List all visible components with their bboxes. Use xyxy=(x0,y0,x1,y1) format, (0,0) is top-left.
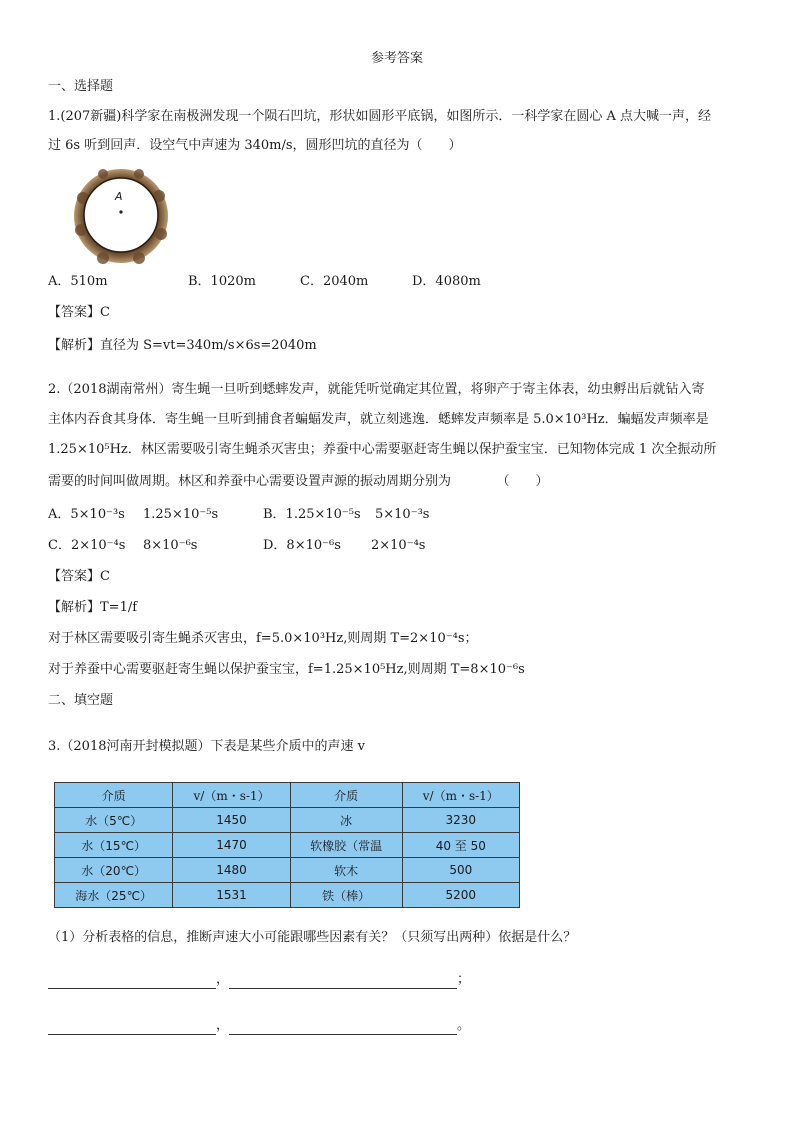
table-cell: 水（5℃） xyxy=(55,808,173,833)
q3-intro: 3.（2018河南开封模拟题）下表是某些介质中的声速 v xyxy=(48,739,365,754)
q2-analysis: 【解析】T=1/f xyxy=(48,600,138,615)
q1-answer: 【答案】C xyxy=(48,305,110,320)
answer-blank-row-2 xyxy=(48,1017,470,1035)
q1-text-line2: 过 6s 听到回声．设空气中声速为 340m/s，圆形凹坑的直径为（ ） xyxy=(48,138,462,153)
table-cell: 5200 xyxy=(402,883,519,908)
answer-blank[interactable] xyxy=(48,1020,216,1035)
table-cell: 1480 xyxy=(173,858,290,883)
q2-option-c2: 8×10⁻⁶s xyxy=(143,538,198,553)
table-cell: 1450 xyxy=(173,808,290,833)
answer-blank[interactable] xyxy=(229,974,457,989)
q2-option-a2: 1.25×10⁻⁵s xyxy=(143,507,219,522)
table-row xyxy=(55,833,520,858)
q2-answer: 【答案】C xyxy=(48,569,110,584)
table-cell: 水（15℃） xyxy=(55,833,173,858)
q1-options xyxy=(48,273,481,291)
q1-option-c: C．2040m xyxy=(300,274,369,289)
q2-text-line1: 2.（2018湖南常州）寄生蝇一旦听到蟋蟀发声，就能凭听觉确定其位置，将卵产于寄主体表，幼虫孵出后就钻入寄 xyxy=(48,382,705,397)
q2-detail-1: 对于林区需要吸引寄生蝇杀灭害虫，f=5.0×10³Hz,则周期 T=2×10⁻⁴s； xyxy=(48,631,478,646)
crater-image xyxy=(73,168,169,264)
table-row xyxy=(55,858,520,883)
table-cell: 冰 xyxy=(290,808,402,833)
table-header: 介质 xyxy=(55,783,173,808)
answer-blank[interactable] xyxy=(48,974,216,989)
answer-blank[interactable] xyxy=(229,1020,457,1035)
section-fill-heading: 二、填空题 xyxy=(48,693,114,708)
table-header: 介质 xyxy=(290,783,402,808)
q1-option-b: B．1020m xyxy=(188,274,256,289)
table-cell: 铁（棒） xyxy=(290,883,402,908)
q2-option-b1: B．1.25×10⁻⁵s xyxy=(263,507,361,522)
q1-analysis: 【解析】直径为 S=vt=340m/s×6s=2040m xyxy=(48,338,317,353)
table-row xyxy=(55,883,520,908)
table-cell: 海水（25℃） xyxy=(55,883,173,908)
q2-options-row1 xyxy=(48,506,429,524)
table-cell: 水（20℃） xyxy=(55,858,173,883)
q2-option-b2: 5×10⁻³s xyxy=(375,507,430,522)
q1-text-line1: 1.(207新疆)科学家在南极洲发现一个陨石凹坑，形状如圆形平底锅，如图所示．一科学家在圆心 A 点大喊一声，经 xyxy=(48,109,712,124)
q2-text-line2: 主体内吞食其身体．寄生蝇一旦听到捕食者蝙蝠发声，就立刻逃逸．蟋蟀发声频率是 5.0×10³Hz．蝙蝠发声频率是 xyxy=(48,412,709,427)
table-row xyxy=(55,808,520,833)
q2-options-row2 xyxy=(48,537,425,555)
section-choice-heading: 一、选择题 xyxy=(48,79,114,94)
table-cell: 40 至 50 xyxy=(402,833,519,858)
blank-separator: ， xyxy=(216,1018,230,1033)
table-cell: 1531 xyxy=(173,883,290,908)
q1-option-a: A．510m xyxy=(48,274,108,289)
table-header-row xyxy=(55,783,520,808)
q2-text-line4: 需要的时间叫做周期。林区和养蚕中心需要设置声源的振动周期分别为 （ ） xyxy=(48,474,549,489)
table-cell: 软木 xyxy=(290,858,402,883)
table-cell: 3230 xyxy=(402,808,519,833)
answer-blank-row-1 xyxy=(48,971,470,989)
q1-option-d: D．4080m xyxy=(412,274,481,289)
crater-figure xyxy=(73,168,169,264)
q2-option-c1: C．2×10⁻⁴s xyxy=(48,538,126,553)
point-a-label: A xyxy=(115,190,123,203)
page-title: 参考答案 xyxy=(370,51,423,66)
table-header: v/（m・s-1） xyxy=(173,783,290,808)
q2-option-a1: A．5×10⁻³s xyxy=(48,507,125,522)
table-header: v/（m・s-1） xyxy=(402,783,519,808)
table-cell: 软橡胶（常温 xyxy=(290,833,402,858)
q2-option-d1: D．8×10⁻⁶s xyxy=(263,538,341,553)
blank-separator: ， xyxy=(216,972,230,987)
sound-speed-table xyxy=(54,782,520,908)
q2-option-d2: 2×10⁻⁴s xyxy=(371,538,426,553)
table-cell: 500 xyxy=(402,858,519,883)
blank-end-period: 。 xyxy=(457,1018,471,1033)
table-cell: 1470 xyxy=(173,833,290,858)
q3-subquestion-1: （1）分析表格的信息，推断声速大小可能跟哪些因素有关？（只须写出两种）依据是什么？ xyxy=(48,930,577,945)
q2-detail-2: 对于养蚕中心需要驱赶寄生蝇以保护蚕宝宝，f=1.25×10⁵Hz,则周期 T=8×10⁻⁶s xyxy=(48,662,525,677)
q2-text-line3: 1.25×10⁵Hz．林区需要吸引寄生蝇杀灭害虫；养蚕中心需要驱赶寄生蝇以保护蚕宝宝．已知物体完成 1 次全振动所 xyxy=(48,442,717,457)
blank-end-semicolon: ； xyxy=(457,972,471,987)
